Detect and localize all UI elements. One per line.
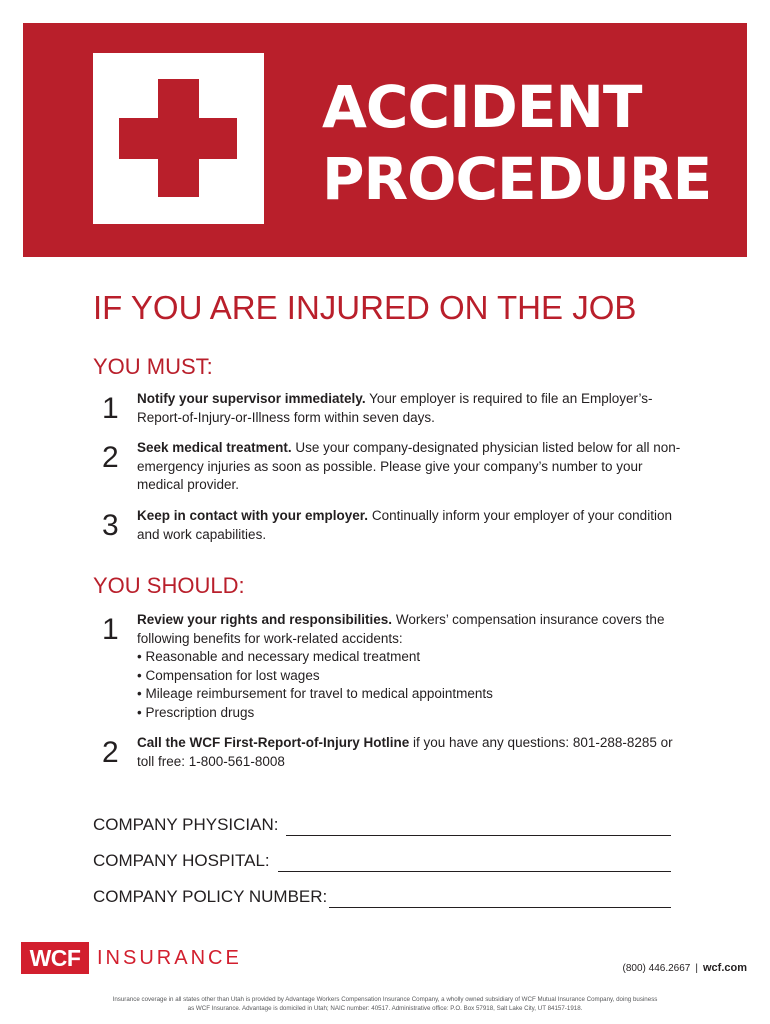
- page-heading: IF YOU ARE INJURED ON THE JOB: [93, 289, 637, 326]
- step-text: [137, 734, 682, 771]
- step-body: Workers’ compensation insurance covers the following benefits for work-related accidents:: [137, 612, 665, 646]
- banner-title-line2: PROCEDURE: [322, 145, 712, 213]
- benefits-list: [137, 648, 682, 722]
- step-text: [137, 390, 682, 427]
- phone-number: (800) 446.2667: [622, 963, 691, 974]
- logo-box: WCF: [21, 942, 89, 974]
- list-item: • Reasonable and necessary medical treatment: [137, 648, 682, 667]
- banner-title-line1: ACCIDENT: [322, 73, 642, 141]
- company-physician-field[interactable]: [93, 810, 671, 836]
- logo-word: INSURANCE: [97, 946, 242, 969]
- company-policy-number-field[interactable]: [93, 882, 671, 908]
- banner-title: [322, 71, 711, 215]
- step-body: if you have any questions: 801-288-8285 or toll free: 1-800-561-8008: [137, 735, 673, 769]
- step-text: [137, 611, 682, 723]
- field-label: COMPANY PHYSICIAN:: [93, 815, 279, 834]
- step-number: 2: [102, 441, 119, 474]
- fill-in-line[interactable]: [329, 890, 671, 908]
- you-should-heading: YOU SHOULD:: [93, 573, 245, 598]
- list-item: • Compensation for lost wages: [137, 667, 682, 686]
- field-label: COMPANY HOSPITAL:: [93, 851, 270, 870]
- step-bold: Keep in contact with your employer.: [137, 508, 369, 523]
- separator: |: [695, 963, 698, 974]
- wcf-insurance-logo: [21, 942, 242, 974]
- step-body: Use your company-designated physician listed below for all non-emergency injuries as soon as possible. Please give your company’s number to your medical provider.: [137, 440, 681, 493]
- step-number: 2: [102, 736, 119, 769]
- step-bold: Seek medical treatment.: [137, 440, 292, 455]
- fill-in-line[interactable]: [278, 854, 671, 872]
- step-body: Your employer is required to file an Employer’s-Report-of-Injury-or-Illness form within seven days.: [137, 391, 653, 425]
- step-bold: Review your rights and responsibilities.: [137, 612, 393, 627]
- field-label: COMPANY POLICY NUMBER:: [93, 887, 328, 906]
- contact-info: [623, 961, 747, 976]
- step-number: 1: [102, 392, 119, 425]
- header-banner: [23, 23, 747, 257]
- website-link[interactable]: wcf.com: [702, 962, 747, 974]
- step-number: 1: [102, 613, 119, 646]
- company-hospital-field[interactable]: [93, 846, 671, 872]
- legal-disclaimer: Insurance coverage in all states other than Utah is provided by Advantage Workers Compensation Insurance Company, a wholly owned subsidiary of WCF Mutual Insurance Company, doing business as WCF Insurance. Advantage is domiciled in Utah; NAIC number: 40517. Administrative office: P.O. Box 57918, Salt Lake City, UT 84157-1918.: [112, 996, 658, 1012]
- step-text: [137, 439, 682, 495]
- fill-in-line[interactable]: [286, 818, 671, 836]
- you-must-heading: YOU MUST:: [93, 354, 213, 379]
- list-item: • Mileage reimbursement for travel to medical appointments: [137, 685, 682, 704]
- step-bold: Call the WCF First-Report-of-Injury Hotline: [137, 735, 410, 750]
- red-cross-icon: [93, 53, 264, 224]
- step-text: [137, 507, 682, 544]
- list-item: • Prescription drugs: [137, 704, 682, 723]
- step-body: Continually inform your employer of your condition and work capabilities.: [137, 508, 672, 542]
- step-bold: Notify your supervisor immediately.: [137, 391, 366, 406]
- step-number: 3: [102, 509, 119, 542]
